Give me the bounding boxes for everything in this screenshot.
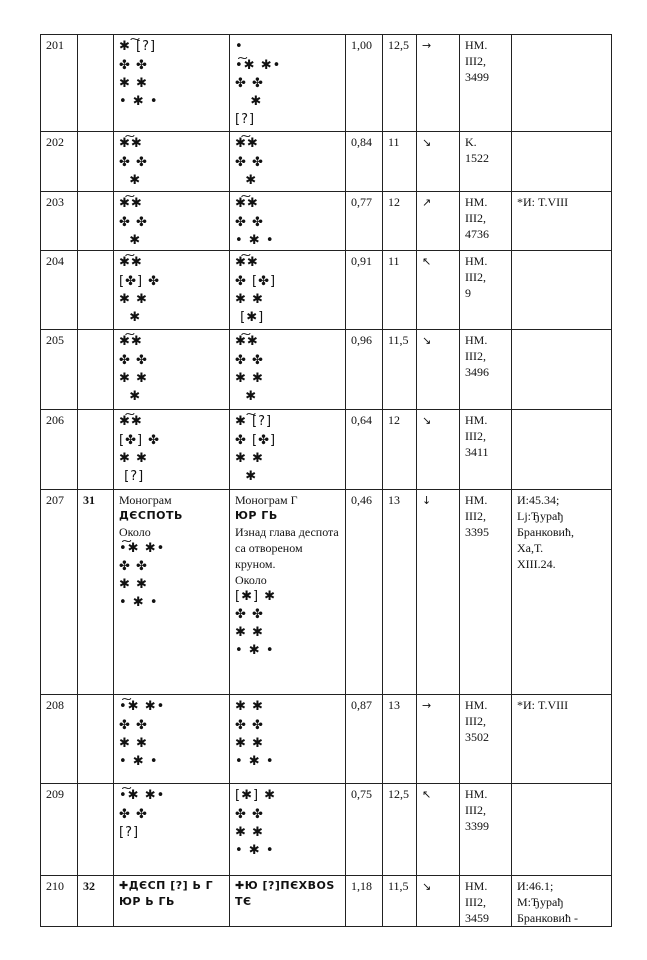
reverse-line: ЮР ГЬ <box>235 509 278 522</box>
table-row <box>41 784 612 876</box>
obverse-line: ✤ ✤ <box>119 718 148 733</box>
obverse-legend-cell <box>114 35 230 132</box>
museum-inventory-cell <box>460 410 512 490</box>
table-row <box>41 35 612 132</box>
obverse-legend-cell <box>114 876 230 927</box>
die-axis-cell <box>417 876 460 927</box>
reverse-line: [✱] ✱ <box>235 788 277 803</box>
catalog-number-cell: 202 <box>41 132 78 192</box>
die-axis-cell <box>417 410 460 490</box>
weight-cell: 0,96 <box>346 330 383 410</box>
literature-line: И:46.1; <box>517 879 554 893</box>
obverse-legend-cell <box>114 192 230 251</box>
obverse-line: ✚ДЄСП [?] Ь Г <box>119 879 214 892</box>
type-reference-cell <box>78 784 114 876</box>
reverse-line: ✤ ✤ <box>235 155 264 170</box>
type-reference-cell: 32 <box>78 876 114 927</box>
die-axis-arrow-icon: ↘ <box>422 414 432 427</box>
obverse-legend-cell <box>114 695 230 784</box>
reverse-line: ✤ [✤] <box>235 433 277 448</box>
reverse-line: Около <box>235 573 267 587</box>
table-row <box>41 132 612 192</box>
obverse-legend-cell <box>114 132 230 192</box>
reverse-line: ✤ ✤ <box>235 76 264 91</box>
museum-line: III2, <box>465 803 486 817</box>
weight-cell: 0,75 <box>346 784 383 876</box>
museum-line: 3395 <box>465 525 489 539</box>
obverse-line: ЮР Ь ГЬ <box>119 895 175 908</box>
weight-cell: 0,46 <box>346 490 383 695</box>
museum-line: HM. <box>465 195 488 209</box>
museum-line: 3411 <box>465 445 489 459</box>
table-row <box>41 410 612 490</box>
obverse-line: ✱ <box>119 310 142 325</box>
museum-line: III2, <box>465 714 486 728</box>
literature-line: XIII.24. <box>517 557 556 571</box>
reverse-line: ✤ ✤ <box>235 353 264 368</box>
obverse-line: • ✱ • <box>119 595 159 610</box>
catalog-number-cell: 203 <box>41 192 78 251</box>
table-row <box>41 876 612 927</box>
reverse-line: ✚Ю [?]ПЄХВОS <box>235 879 335 892</box>
reverse-line: ✱ ✱ <box>235 371 264 386</box>
obverse-line: [?] <box>119 825 140 840</box>
obverse-line: •͠✱ ✱• <box>119 541 166 556</box>
museum-inventory-cell <box>460 192 512 251</box>
reverse-legend-cell <box>230 330 346 410</box>
diameter-cell: 12,5 <box>383 35 417 132</box>
literature-cell <box>512 410 612 490</box>
museum-line: III2, <box>465 349 486 363</box>
reverse-line: [✱] <box>235 310 265 325</box>
reverse-legend-cell <box>230 192 346 251</box>
reverse-legend-cell <box>230 490 346 695</box>
museum-inventory-cell <box>460 251 512 330</box>
reverse-line: ✱ ✱ <box>235 825 264 840</box>
weight-cell: 0,77 <box>346 192 383 251</box>
museum-line: HM. <box>465 493 488 507</box>
reverse-line: •͠✱ ✱• <box>235 58 282 73</box>
obverse-legend-cell <box>114 410 230 490</box>
diameter-cell: 12,5 <box>383 784 417 876</box>
weight-cell: 1,18 <box>346 876 383 927</box>
reverse-line: ✱͠✱ <box>235 255 259 270</box>
obverse-line: ✱ ✱ <box>119 371 148 386</box>
literature-cell <box>512 251 612 330</box>
die-axis-cell <box>417 35 460 132</box>
obverse-line: ✱ ✱ <box>119 292 148 307</box>
museum-line: III2, <box>465 429 486 443</box>
museum-line: HM. <box>465 38 488 52</box>
museum-line: III2, <box>465 270 486 284</box>
reverse-line: ✤ ✤ <box>235 607 264 622</box>
diameter-cell: 11 <box>383 132 417 192</box>
museum-line: 9 <box>465 286 471 300</box>
reverse-line: ✱ ͠[?] <box>235 414 273 429</box>
literature-line: Бранковић, <box>517 525 574 539</box>
reverse-line: ✱ <box>235 389 258 404</box>
coin-catalog-table <box>40 34 612 927</box>
die-axis-cell <box>417 132 460 192</box>
museum-line: HM. <box>465 698 488 712</box>
literature-line: *И: T.VIII <box>517 698 569 712</box>
die-axis-arrow-icon: ↖ <box>422 788 432 801</box>
obverse-line: ✤ ✤ <box>119 155 148 170</box>
die-axis-cell <box>417 695 460 784</box>
museum-line: 3499 <box>465 70 489 84</box>
museum-line: III2, <box>465 895 486 909</box>
obverse-line: • ✱ • <box>119 754 159 769</box>
diameter-cell: 11,5 <box>383 876 417 927</box>
literature-cell <box>512 490 612 695</box>
obverse-line: ✱ ͠[?] <box>119 39 157 54</box>
obverse-line: [✤] ✤ <box>119 274 161 289</box>
obverse-line: ✱ ✱ <box>119 451 148 466</box>
reverse-line: ТЄ <box>235 895 252 908</box>
reverse-legend-cell <box>230 251 346 330</box>
literature-line: Бранковић - <box>517 911 578 925</box>
museum-line: HM. <box>465 333 488 347</box>
type-reference-cell <box>78 410 114 490</box>
museum-line: III2, <box>465 509 486 523</box>
literature-line: Lj:Ђурађ <box>517 509 564 523</box>
literature-line: И:45.34; <box>517 493 560 507</box>
literature-cell <box>512 330 612 410</box>
obverse-line: ✤ ✤ <box>119 807 148 822</box>
catalog-number-cell: 209 <box>41 784 78 876</box>
literature-cell <box>512 695 612 784</box>
literature-cell <box>512 784 612 876</box>
literature-cell <box>512 192 612 251</box>
museum-line: III2, <box>465 211 486 225</box>
museum-inventory-cell <box>460 784 512 876</box>
obverse-line: ✤ ✤ <box>119 58 148 73</box>
reverse-line: [?] <box>235 112 256 127</box>
obverse-line: ✤ ✤ <box>119 559 148 574</box>
obverse-line: ✱ <box>119 173 142 188</box>
reverse-line: • <box>235 39 244 54</box>
reverse-line: • ✱ • <box>235 643 275 658</box>
reverse-line: ✱͠✱ <box>235 334 259 349</box>
obverse-legend-cell <box>114 330 230 410</box>
reverse-legend-cell <box>230 35 346 132</box>
type-reference-cell <box>78 695 114 784</box>
catalog-number-cell: 210 <box>41 876 78 927</box>
obverse-line: [?] <box>119 469 145 484</box>
die-axis-cell <box>417 192 460 251</box>
museum-line: HM. <box>465 254 488 268</box>
obverse-legend-cell <box>114 784 230 876</box>
reverse-line: ✱ ✱ <box>235 451 264 466</box>
type-reference-cell <box>78 35 114 132</box>
reverse-line: Монограм Г <box>235 493 298 507</box>
die-axis-arrow-icon: ↘ <box>422 334 432 347</box>
museum-line: K. <box>465 135 477 149</box>
reverse-line: • ✱ • <box>235 754 275 769</box>
type-reference-cell <box>78 132 114 192</box>
weight-cell: 0,91 <box>346 251 383 330</box>
obverse-legend-cell <box>114 490 230 695</box>
obverse-line: [✤] ✤ <box>119 433 161 448</box>
reverse-line: ✤ [✤] <box>235 274 277 289</box>
diameter-cell: 11 <box>383 251 417 330</box>
obverse-line: •͠✱ ✱• <box>119 788 166 803</box>
weight-cell: 1,00 <box>346 35 383 132</box>
obverse-line: ✱͠✱ <box>119 414 143 429</box>
reverse-legend-cell <box>230 784 346 876</box>
obverse-line: ✱͠✱ <box>119 334 143 349</box>
reverse-line: ✱ <box>235 94 263 109</box>
museum-inventory-cell <box>460 35 512 132</box>
type-reference-cell <box>78 251 114 330</box>
die-axis-arrow-icon: ↖ <box>422 255 432 268</box>
reverse-line: ✱͠✱ <box>235 136 259 151</box>
obverse-line: ✱ <box>119 233 142 248</box>
obverse-line: ✱͠✱ <box>119 196 143 211</box>
reverse-line: ✱ ✱ <box>235 736 264 751</box>
diameter-cell: 12 <box>383 410 417 490</box>
obverse-line: •͠✱ ✱• <box>119 699 166 714</box>
die-axis-cell <box>417 330 460 410</box>
table-row <box>41 490 612 695</box>
die-axis-cell <box>417 784 460 876</box>
die-axis-arrow-icon: ↗ <box>422 196 432 209</box>
museum-line: HM. <box>465 879 488 893</box>
museum-line: 3496 <box>465 365 489 379</box>
catalog-number-cell: 201 <box>41 35 78 132</box>
die-axis-cell <box>417 490 460 695</box>
obverse-line: ✱ ✱ <box>119 736 148 751</box>
obverse-line: ✱͠✱ <box>119 255 143 270</box>
die-axis-arrow-icon: ↘ <box>422 136 432 149</box>
reverse-line: • ✱ • <box>235 843 275 858</box>
reverse-line: [✱] ✱ <box>235 589 277 604</box>
museum-inventory-cell <box>460 132 512 192</box>
type-reference-cell <box>78 330 114 410</box>
reverse-line: ✱ <box>235 469 258 484</box>
weight-cell: 0,87 <box>346 695 383 784</box>
museum-line: 3502 <box>465 730 489 744</box>
obverse-line: • ✱ • <box>119 94 159 109</box>
weight-cell: 0,64 <box>346 410 383 490</box>
museum-inventory-cell <box>460 330 512 410</box>
reverse-line: ✤ ✤ <box>235 807 264 822</box>
die-axis-arrow-icon: ↘ <box>422 880 432 893</box>
type-reference-cell: 31 <box>78 490 114 695</box>
literature-line: *И: T.VIII <box>517 195 569 209</box>
obverse-line: ✱ ✱ <box>119 577 148 592</box>
reverse-legend-cell <box>230 695 346 784</box>
catalog-number-cell: 208 <box>41 695 78 784</box>
die-axis-cell <box>417 251 460 330</box>
reverse-legend-cell <box>230 876 346 927</box>
obverse-line: ✱ <box>119 389 142 404</box>
obverse-legend-cell <box>114 251 230 330</box>
table-row <box>41 695 612 784</box>
museum-line: III2, <box>465 54 486 68</box>
museum-inventory-cell <box>460 695 512 784</box>
type-reference-cell <box>78 192 114 251</box>
catalog-number-cell: 207 <box>41 490 78 695</box>
reverse-line: Изнад глава деспота са отвореном круном. <box>235 525 339 571</box>
catalog-number-cell: 205 <box>41 330 78 410</box>
museum-line: 3399 <box>465 819 489 833</box>
obverse-line: ✱ ✱ <box>119 76 148 91</box>
museum-inventory-cell <box>460 876 512 927</box>
museum-line: 3459 <box>465 911 489 925</box>
reverse-line: ✱ ✱ <box>235 292 264 307</box>
reverse-legend-cell <box>230 132 346 192</box>
obverse-line: ✤ ✤ <box>119 353 148 368</box>
museum-line: HM. <box>465 413 488 427</box>
catalog-number-cell: 206 <box>41 410 78 490</box>
die-axis-arrow-icon: ↓ <box>422 494 432 507</box>
literature-cell <box>512 35 612 132</box>
reverse-line: ✱ ✱ <box>235 699 264 714</box>
reverse-line: • ✱ • <box>235 233 275 248</box>
table-row <box>41 251 612 330</box>
reverse-line: ✤ ✤ <box>235 718 264 733</box>
diameter-cell: 12 <box>383 192 417 251</box>
die-axis-arrow-icon: → <box>422 699 432 712</box>
obverse-line: Монограм <box>119 493 172 507</box>
diameter-cell: 13 <box>383 490 417 695</box>
weight-cell: 0,84 <box>346 132 383 192</box>
reverse-line: ✱ <box>235 173 258 188</box>
reverse-legend-cell <box>230 410 346 490</box>
museum-inventory-cell <box>460 490 512 695</box>
museum-line: HM. <box>465 787 488 801</box>
table-row <box>41 192 612 251</box>
literature-cell <box>512 876 612 927</box>
table-row <box>41 330 612 410</box>
die-axis-arrow-icon: → <box>422 39 432 52</box>
diameter-cell: 13 <box>383 695 417 784</box>
literature-line: M:Ђурађ <box>517 895 564 909</box>
diameter-cell: 11,5 <box>383 330 417 410</box>
reverse-line: ✱͠✱ <box>235 196 259 211</box>
museum-line: 1522 <box>465 151 489 165</box>
literature-cell <box>512 132 612 192</box>
obverse-line: ✤ ✤ <box>119 215 148 230</box>
literature-line: Ха,Т. <box>517 541 544 555</box>
obverse-line: ДЄСПОТЬ <box>119 509 183 522</box>
reverse-line: ✱ ✱ <box>235 625 264 640</box>
reverse-line: ✤ ✤ <box>235 215 264 230</box>
obverse-line: Около <box>119 525 151 539</box>
museum-line: 4736 <box>465 227 489 241</box>
obverse-line: ✱͠✱ <box>119 136 143 151</box>
catalog-number-cell: 204 <box>41 251 78 330</box>
